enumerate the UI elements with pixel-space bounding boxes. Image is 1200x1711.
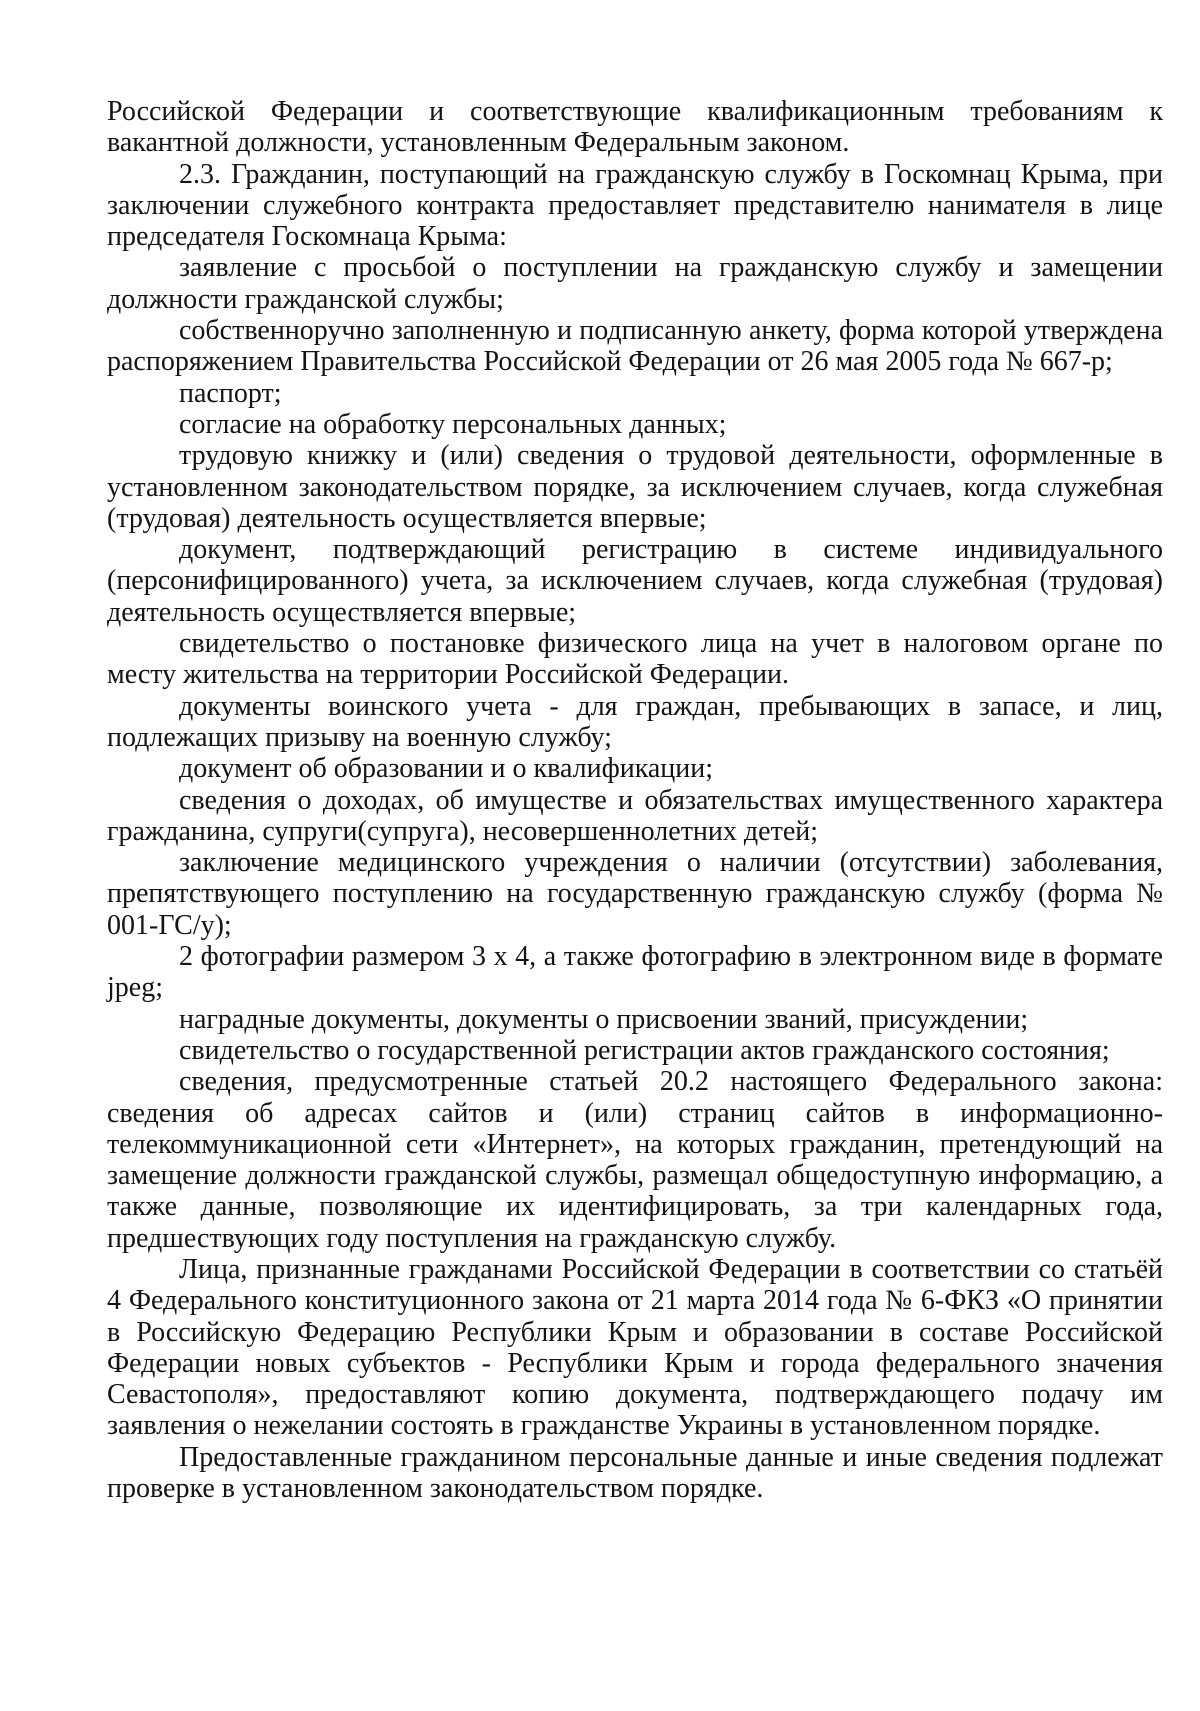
paragraph: согласие на обработку персональных данных; — [179, 408, 727, 440]
paragraph: заявление с просьбой о поступлении на гражданскую службу и замещении должности гражданской службы; — [107, 252, 1163, 315]
document-body — [107, 96, 1163, 1504]
paragraph: Лица, признанные гражданами Российской Федерации в соответствии со статьёй 4 Федерального конституционного закона от 21 марта 2014 года № 6-ФКЗ «О принятии в Российскую Федерацию Республики Крым и образовании в составе Российской Федерации новых субъектов - Республики Крым и города федерального значения Севастополя», предоставляют копию документа, подтверждающего подачу им заявления о нежелании состоять в гражданстве Украины в установленном порядке. — [107, 1253, 1163, 1442]
paragraph: 2 фотографии размером 3 х 4, а также фотографию в электронном виде в формате jpeg; — [107, 941, 1163, 1004]
paragraph: сведения, предусмотренные статьей 20.2 настоящего Федерального закона: сведения об адресах сайтов и (или) страниц сайтов в информационно-телекоммуникационной сети «Интернет», на которых гражданин, претендующий на замещение должности гражданской службы, размещал общедоступную информацию, а также данные, позволяющие их идентифицировать, за три календарных года, предшествующих году поступления на гражданскую службу. — [107, 1066, 1163, 1254]
paragraph: наградные документы, документы о присвоении званий, присуждении; — [179, 1003, 1029, 1035]
paragraph: паспорт; — [179, 377, 282, 409]
paragraph: заключение медицинского учреждения о наличии (отсутствии) заболевания, препятствующего поступлению на государственную гражданскую службу (форма № 001-ГС/у); — [107, 847, 1163, 941]
paragraph: собственноручно заполненную и подписанную анкету, форма которой утверждена распоряжением Правительства Российской Федерации от 26 мая 2005 года № 667-р; — [107, 315, 1163, 378]
paragraph: Российской Федерации и соответствующие квалификационным требованиям к вакантной должности, установленным Федеральным законом. — [107, 96, 1163, 159]
paragraph: сведения о доходах, об имуществе и обязательствах имущественного характера гражданина, супруги(супруга), несовершеннолетних детей; — [107, 784, 1163, 847]
paragraph: свидетельство о постановке физического лица на учет в налоговом органе по месту жительства на территории Российской Федерации. — [107, 628, 1163, 691]
paragraph: документ об образовании и о квалификации; — [179, 753, 714, 785]
paragraph: трудовую книжку и (или) сведения о трудовой деятельности, оформленные в установленном законодательством порядке, за исключением случаев, когда служебная (трудовая) деятельность осуществляется впервые; — [107, 440, 1163, 534]
paragraph: свидетельство о государственной регистрации актов гражданского состояния; — [179, 1034, 1110, 1066]
paragraph: Предоставленные гражданином персональные данные и иные сведения подлежат проверке в установленном законодательством порядке. — [107, 1441, 1163, 1505]
paragraph: документ, подтверждающий регистрацию в системе индивидуального (персонифицированного) учета, за исключением случаев, когда служебная (трудовая) деятельность осуществляется впервые; — [107, 534, 1163, 628]
paragraph: 2.3. Гражданин, поступающий на гражданскую службу в Госкомнац Крыма, при заключении служебного контракта предоставляет представителю нанимателя в лице председателя Госкомнаца Крыма: — [107, 158, 1163, 253]
paragraph: документы воинского учета - для граждан, пребывающих в запасе, и лиц, подлежащих призыву на военную службу; — [107, 690, 1163, 753]
